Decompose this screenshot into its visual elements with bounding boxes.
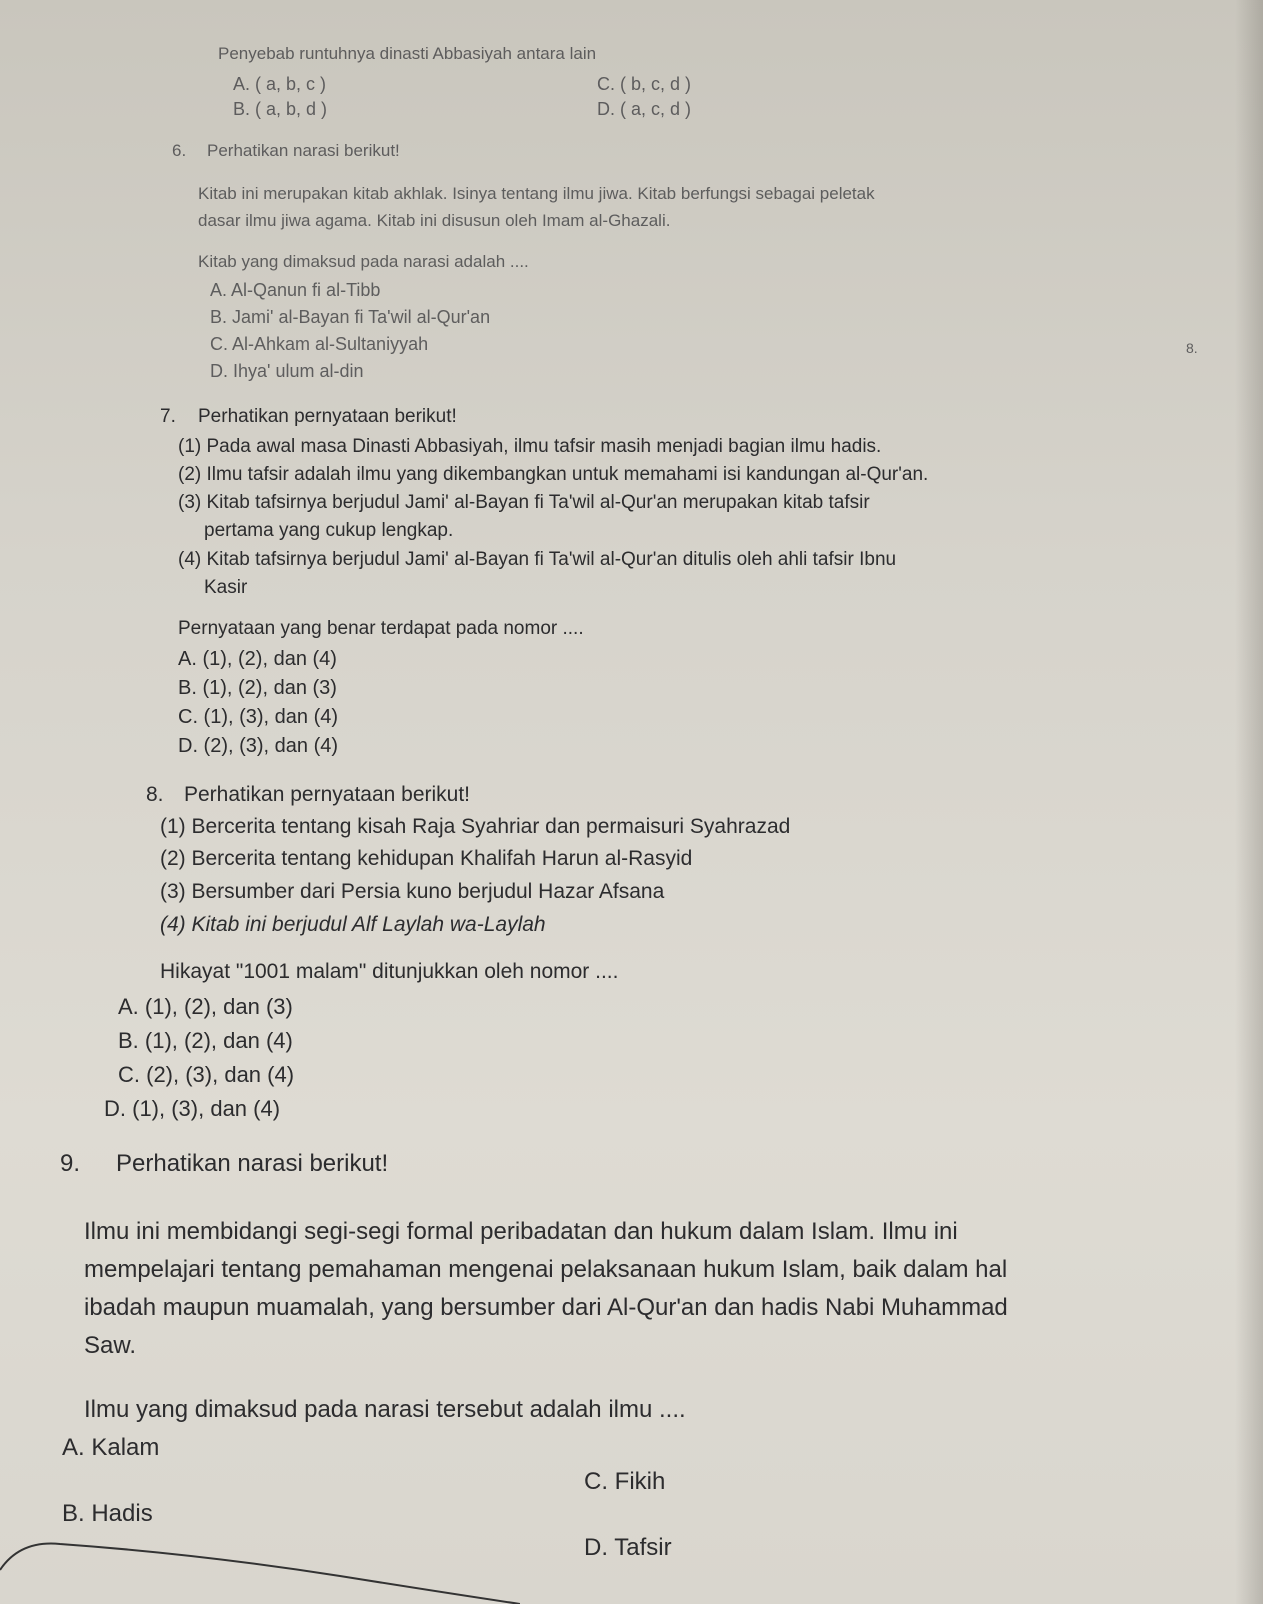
statement-2: (2) Bercerita tentang kehidupan Khalifah Harun al-Rasyid <box>160 847 693 870</box>
option-d[interactable]: D. Ihya' ulum al-din <box>210 361 364 381</box>
option-d[interactable]: D. (2), (3), dan (4) <box>178 735 339 757</box>
prev-option-c: C. ( b, c, d ) <box>597 74 692 94</box>
option-c[interactable]: C. (1), (3), dan (4) <box>178 706 339 728</box>
statement-3-cont: pertama yang cukup lengkap. <box>204 520 454 541</box>
option-a[interactable]: A. (1), (2), dan (3) <box>118 994 293 1019</box>
option-a[interactable]: A. Kalam <box>62 1434 160 1461</box>
option-b[interactable]: B. (1), (2), dan (4) <box>118 1028 293 1053</box>
question-prompt: Perhatikan pernyataan berikut! <box>184 783 471 806</box>
statement-4: (4) Kitab ini berjudul Alf Laylah wa-Laylah <box>160 913 546 936</box>
page-shadow <box>1235 0 1263 1604</box>
narration-line: Ilmu ini membidangi segi-segi formal peribadatan dan hukum dalam Islam. Ilmu ini <box>84 1218 958 1245</box>
question-text: Hikayat "1001 malam" ditunjukkan oleh nomor .... <box>160 960 619 983</box>
option-b[interactable]: B. (1), (2), dan (3) <box>178 677 337 699</box>
option-c[interactable]: C. Al-Ahkam al-Sultaniyyah <box>210 334 429 354</box>
question-prompt: Perhatikan pernyataan berikut! <box>198 406 457 427</box>
prev-option-d: D. ( a, c, d ) <box>597 99 692 119</box>
option-c[interactable]: C. Fikih <box>584 1468 666 1495</box>
statement-3: (3) Bersumber dari Persia kuno berjudul Hazar Afsana <box>160 880 665 903</box>
narration-line: ibadah maupun muamalah, yang bersumber dari Al-Qur'an dan hadis Nabi Muhammad <box>84 1294 1008 1321</box>
question-number: 9. <box>60 1150 81 1177</box>
narration-line: Kitab ini merupakan kitab akhlak. Isinya tentang ilmu jiwa. Kitab berfungsi sebagai peletak <box>198 184 875 203</box>
question-prompt: Perhatikan narasi berikut! <box>207 141 400 160</box>
question-number: 7. <box>160 406 176 427</box>
statement-4: (4) Kitab tafsirnya berjudul Jami' al-Bayan fi Ta'wil al-Qur'an ditulis oleh ahli tafsir Ibnu <box>178 549 897 570</box>
statement-2: (2) Ilmu tafsir adalah ilmu yang dikembangkan untuk memahami isi kandungan al-Qur'an. <box>178 464 929 485</box>
margin-mark: 8. <box>1186 340 1198 356</box>
option-a[interactable]: A. (1), (2), dan (4) <box>178 648 337 670</box>
prev-option-b: B. ( a, b, d ) <box>233 99 328 119</box>
question-text: Pernyataan yang benar terdapat pada nomor .... <box>178 618 584 639</box>
statement-3: (3) Kitab tafsirnya berjudul Jami' al-Bayan fi Ta'wil al-Qur'an merupakan kitab tafsir <box>178 492 870 513</box>
prev-option-a: A. ( a, b, c ) <box>233 74 327 94</box>
question-number: 6. <box>172 141 187 160</box>
statement-4-cont: Kasir <box>204 577 248 598</box>
narration-line: dasar ilmu jiwa agama. Kitab ini disusun oleh Imam al-Ghazali. <box>198 211 671 230</box>
page-edge-curve <box>0 1540 520 1604</box>
question-prompt: Perhatikan narasi berikut! <box>116 1150 389 1177</box>
option-b[interactable]: B. Hadis <box>62 1500 153 1527</box>
question-text: Ilmu yang dimaksud pada narasi tersebut adalah ilmu .... <box>84 1396 686 1423</box>
previous-question-stem: Penyebab runtuhnya dinasti Abbasiyah antara lain <box>218 44 597 63</box>
question-text: Kitab yang dimaksud pada narasi adalah .... <box>198 252 529 271</box>
option-a[interactable]: A. Al-Qanun fi al-Tibb <box>210 280 381 300</box>
option-d[interactable]: D. Tafsir <box>584 1534 672 1561</box>
narration-line: Saw. <box>84 1332 137 1359</box>
option-d[interactable]: D. (1), (3), dan (4) <box>104 1096 281 1121</box>
statement-1: (1) Bercerita tentang kisah Raja Syahriar dan permaisuri Syahrazad <box>160 815 791 838</box>
option-c[interactable]: C. (2), (3), dan (4) <box>118 1062 295 1087</box>
statement-1: (1) Pada awal masa Dinasti Abbasiyah, ilmu tafsir masih menjadi bagian ilmu hadis. <box>178 436 882 457</box>
question-number: 8. <box>146 783 164 806</box>
option-b[interactable]: B. Jami' al-Bayan fi Ta'wil al-Qur'an <box>210 307 491 327</box>
narration-line: mempelajari tentang pemahaman mengenai pelaksanaan hukum Islam, baik dalam hal <box>84 1256 1008 1283</box>
